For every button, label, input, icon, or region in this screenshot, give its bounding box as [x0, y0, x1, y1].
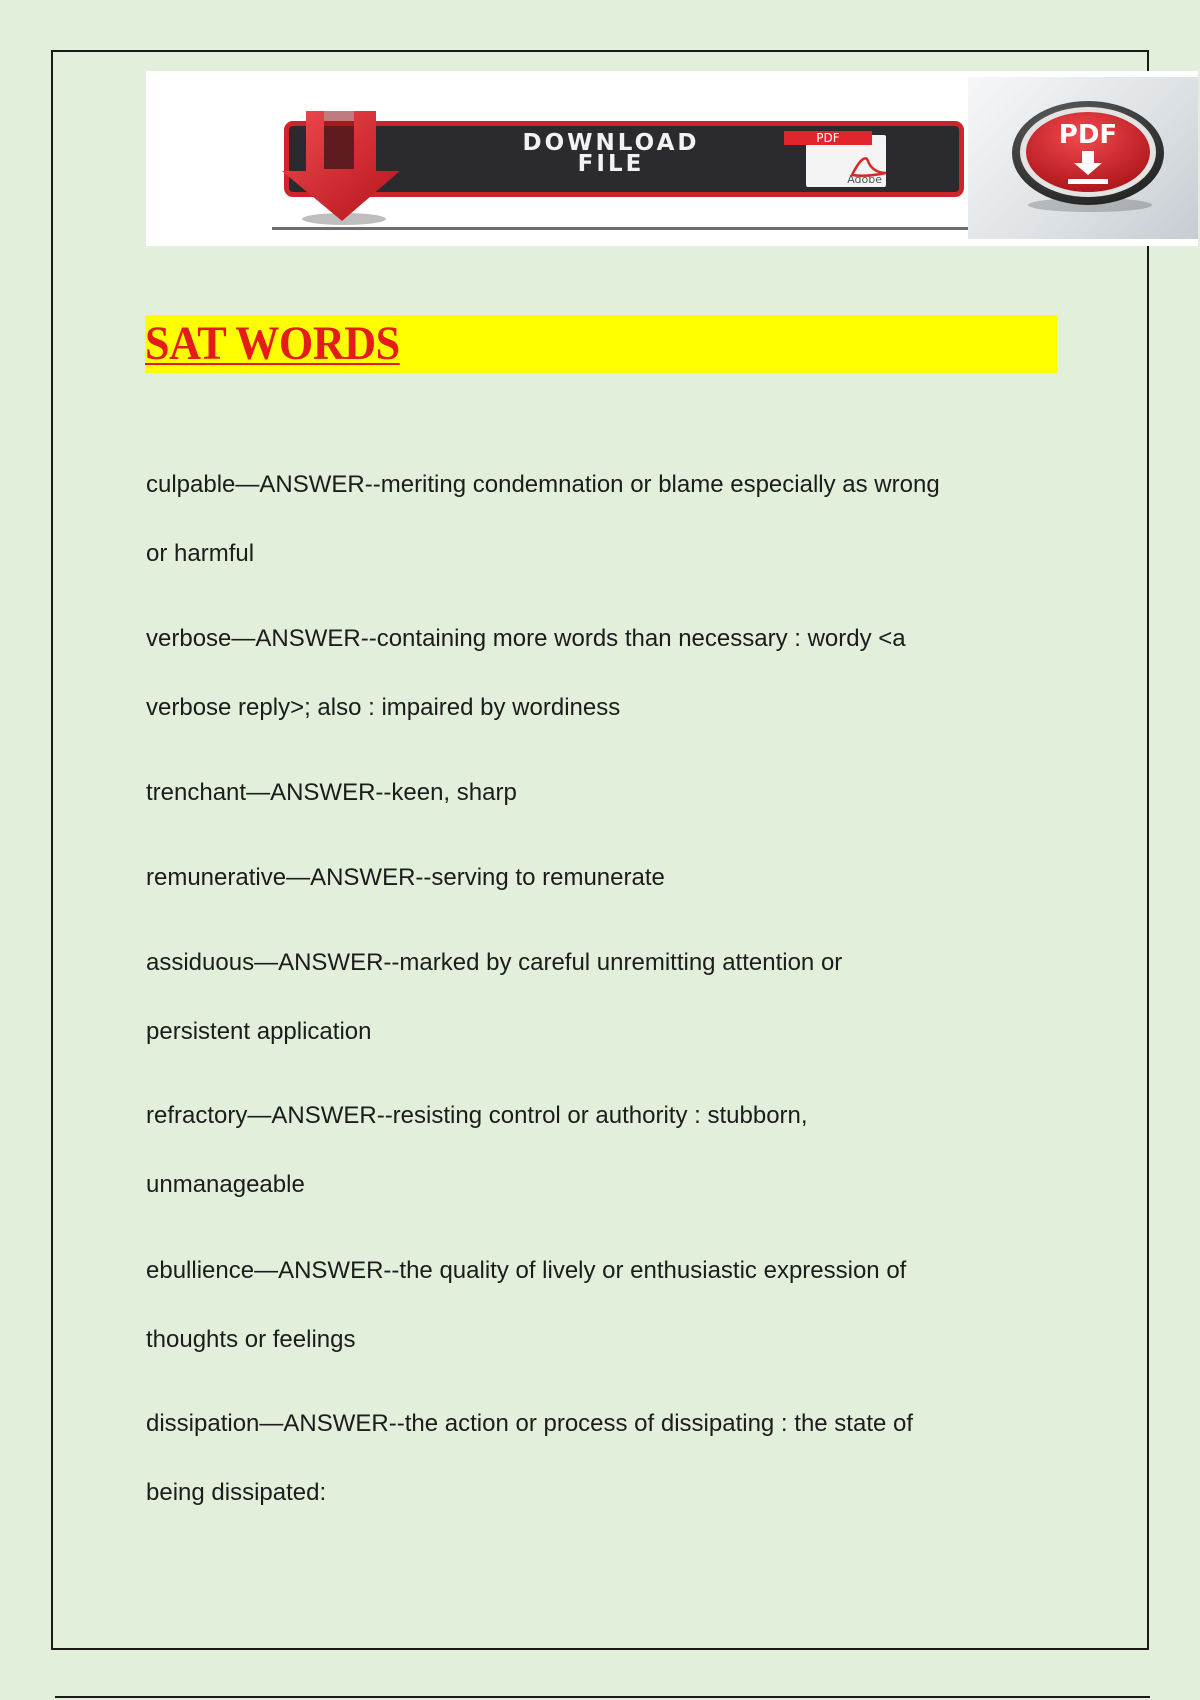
heading-highlight — [145, 315, 1057, 373]
pdf-document-icon — [784, 131, 888, 189]
list-item — [146, 1389, 1066, 1527]
pdf-download-badge[interactable] — [968, 77, 1198, 239]
adobe-label: Adobe — [847, 173, 882, 186]
download-arrow-icon — [272, 109, 410, 227]
list-item — [146, 1081, 1066, 1219]
entry-line: refractory—ANSWER--resisting control or authority : stubborn, — [146, 1102, 808, 1129]
download-label-line2: FILE — [577, 151, 645, 177]
page-bottom-rule — [55, 1696, 1150, 1698]
entry-line: assiduous—ANSWER--marked by careful unremitting attention or — [146, 949, 843, 976]
banner-underline — [272, 227, 982, 230]
list-item — [146, 928, 1066, 1066]
pdf-tag: PDF — [784, 131, 872, 145]
list-item — [146, 450, 1066, 588]
entry-line: dissipation—ANSWER--the action or process of dissipating : the state of — [146, 1410, 914, 1437]
entry-line: persistent application — [146, 1018, 372, 1045]
download-label — [446, 130, 776, 177]
entry-line: or harmful — [146, 540, 255, 567]
download-banner[interactable] — [146, 71, 1198, 246]
entry-line: unmanageable — [146, 1171, 305, 1198]
badge-label: PDF — [1058, 120, 1118, 150]
page-title: SAT WORDS — [145, 317, 400, 370]
list-item — [146, 604, 1066, 742]
entry-line: trenchant—ANSWER--keen, sharp — [146, 779, 517, 806]
pdf-download-icon — [1008, 97, 1168, 215]
list-item — [146, 758, 1066, 827]
entry-line: remunerative—ANSWER--serving to remunerate — [146, 864, 665, 891]
download-label-line1: DOWNLOAD — [522, 130, 700, 156]
entry-line: being dissipated: — [146, 1479, 327, 1506]
list-item — [146, 1236, 1066, 1374]
entry-line: verbose—ANSWER--containing more words than necessary : wordy <a — [146, 625, 906, 652]
entry-line: thoughts or feelings — [146, 1326, 356, 1353]
entry-line: ebullience—ANSWER--the quality of lively or enthusiastic expression of — [146, 1257, 907, 1284]
entry-line: verbose reply>; also : impaired by wordiness — [146, 694, 621, 721]
entry-line: culpable—ANSWER--meriting condemnation or blame especially as wrong — [146, 471, 940, 498]
list-item — [146, 843, 1066, 912]
